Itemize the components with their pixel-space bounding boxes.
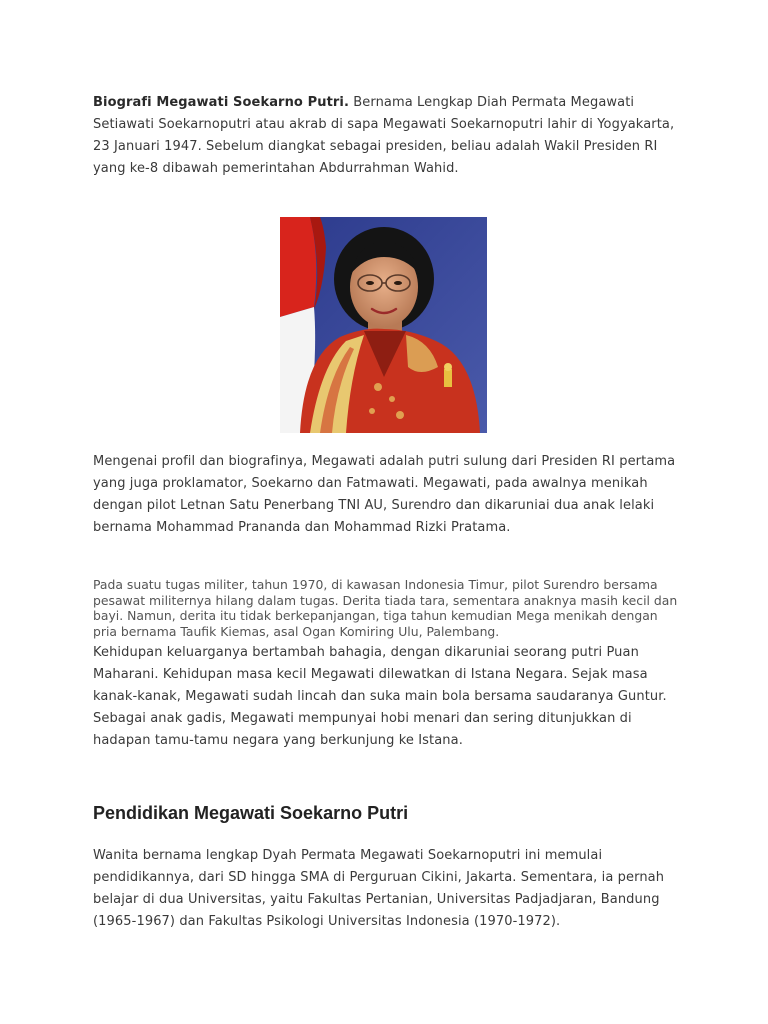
intro-text: Bernama Lengkap Diah Permata Megawati Setiawati Soekarnoputri atau akrab di sapa Megawati Soekarnoputri lahir di Yogyakarta, 23 Januari 1947. Sebelum diangkat sebagai presiden, beliau adalah Wakil Presiden RI yang ke-8 dibawah pemerintahan Abdurrahman Wahid.: [93, 95, 675, 176]
family-paragraph: Kehidupan keluarganya bertambah bahagia, dengan dikaruniai seorang putri Puan Maharani. Kehidupan masa kecil Megawati dilewatkan di Istana Negara. Sejak masa kanak-kanak, Megawati sudah lincah dan suka main bola bersama saudaranya Guntur. Sebagai anak gadis, Megawati mempunyai hobi menari dan sering ditunjukkan di hadapan tamu-tamu negara yang berkunjung ke Istana.: [93, 645, 667, 748]
portrait-photo: [280, 217, 487, 433]
education-paragraph: Wanita bernama lengkap Dyah Permata Megawati Soekarnoputri ini memulai pendidikannya, dari SD hingga SMA di Perguruan Cikini, Jakarta. Sementara, ia pernah belajar di dua Universitas, yaitu Fakultas Pertanian, Universitas Padjadjaran, Bandung (1965-1967) dan Fakultas Psikologi Universitas Indonesia (1970-1972).: [93, 848, 665, 929]
intro-bold-title: Biografi Megawati Soekarno Putri.: [93, 95, 349, 110]
document-page: [93, 92, 683, 933]
military-paragraph: Pada suatu tugas militer, tahun 1970, di kawasan Indonesia Timur, pilot Surendro bersama pesawat militernya hilang dalam tugas. Derita tiada tara, sementara anaknya masih kecil dan bayi. Namun, derita itu tidak berkepanjangan, tiga tahun kemudian Mega menikah dengan pria bernama Taufik Kiemas, asal Ogan Komiring Ulu, Palembang.: [93, 577, 678, 639]
portrait-illustration: [280, 217, 487, 433]
intro-paragraph: [93, 92, 683, 180]
education-heading: Pendidikan Megawati Soekarno Putri: [93, 803, 409, 823]
profile-paragraph: Mengenai profil dan biografinya, Megawati adalah putri sulung dari Presiden RI pertama yang juga proklamator, Soekarno dan Fatmawati. Megawati, pada awalnya menikah dengan pilot Letnan Satu Penerbang TNI AU, Surendro dan dikaruniai dua anak lelaki bernama Mohammad Prananda dan Mohammad Rizki Pratama.: [93, 454, 676, 535]
